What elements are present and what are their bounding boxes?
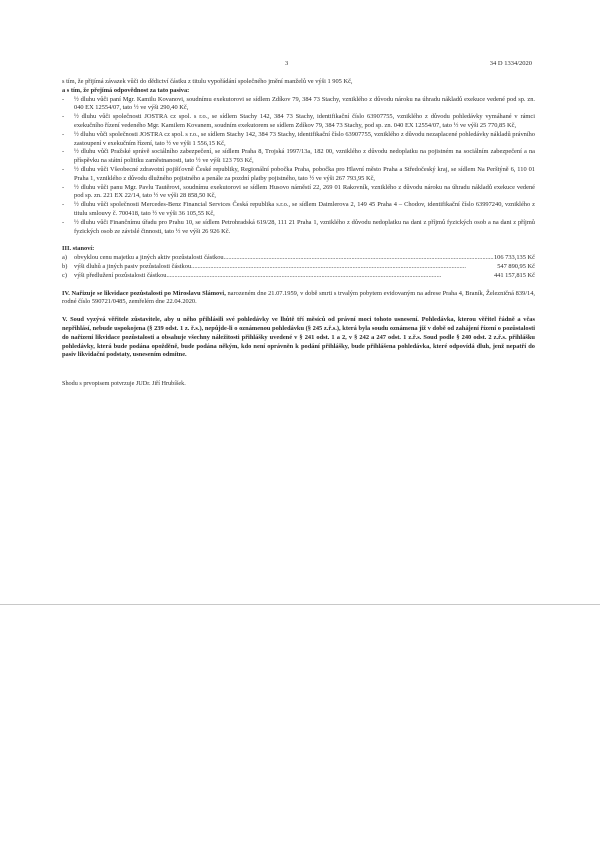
section-4-paragraph: IV. Nařizuje se likvidace pozůstalosti po Miroslavu Slámovi, narozeném dne 21.07.1959, v době smrti s trvalým pobytem evidovaným na adrese Praha 4, Braník, Železničná 839/14, rodné číslo 590721/0485, zemřelém dne 22.04.2020. [62, 289, 535, 306]
list-item: - ½ dluhu vůči Finančnímu úřadu pro Prahu 10, se sídlem Petrohradská 619/28, 111 21 Praha 1, vzniklého z důvodu nedoplatku na dani z příjmů fyzických osob a na dani z příjmů fyzických osob ze závislé činnosti, tato ½ ve výši 26 926 Kč. [62, 218, 535, 235]
case-number: 34 D 1334/2020 [489, 60, 532, 67]
page-number: 3 [285, 60, 289, 67]
section-3-title: III. stanoví: [62, 245, 95, 253]
document-body [62, 78, 535, 389]
valuation-row: b) výši dluhů a jiných pasiv pozůstalosti částkou ..... 547 890,95 Kč [62, 263, 535, 272]
list-item: - ½ dluhu vůči Pražské správě sociálního zabezpečení, se sídlem Praha 8, Trojská 1997/13a, 182 00, vzniklého z důvodu nedoplatku na pojistném na sociálním zabezpečení a na příspěvku na státní politiku zaměstnanosti, tato ½ ve výši 123 793 Kč, [62, 148, 535, 165]
list-item: - ½ dluhu vůči Všeobecné zdravotní pojišťovně České republiky, Regionální pobočka Praha, pobočka pro Hlavní město Praha a Středočeský kraj, se sídlem Na Perštýně 6, 110 01 Praha 1, vzniklého z důvodu dlužného pojistného a penále za pozdní platby pojistného, tato ½ ve výši 267 793,95 Kč, [62, 165, 535, 182]
list-item: - ½ dluhu vůči společnosti Mercedes-Benz Financial Services Česká republika s.r.o., se sídlem Daimlerova 2, 149 45 Praha 4 – Chodov, identifikační číslo 63997240, vzniklého z titulu smlouvy č. 700418, tato ½ ve výši 36 105,55 Kč, [62, 201, 535, 217]
certification-note: Shodu s prvopisem potvrzuje JUDr. Jiří Hrubíšek. [62, 380, 186, 388]
intro-paragraph: s tím, že přijímá závazek vůči do dědictví částku z titulu vypořádání společného jmění manželů ve výši 1 905 Kč, [62, 78, 353, 85]
liability-list [62, 96, 535, 237]
section-5-paragraph: V. Soud vyzývá věřitele zůstavitele, aby u něho přihlásili své pohledávky ve lhůtě tří měsíců od právní moci tohoto usnesení. Pohledávka, kterou věřitel řádně a včas nepřihlásí, nebude uspokojena (§ 239 odst. 1 z. ř.s.), nepůjde-li o oznámenou pohledávku (§ 245 z.ř.s.), která byla soudu oznámena již v době od zahájení řízení o pozůstalosti do nařízení likvidace pozůstalosti a obsahuje všechny náležitosti přihlášky uvedené v § 241 odst. 1 a 2, v § 242 a 247 odst. 1 z.ř.s. Soud podle § 240 odst. 2 z.ř.s. přihlášku pohledávky, která bude podána opožděně, bude podána někým, kdo není oprávněn k podání přihlášky, bude přihlášena pohledávka, které odpovídá dluh, jenž nepatří do pasiv likvidační podstaty, usnesením odmítne. [62, 316, 535, 359]
list-item: - ½ dluhu vůči paní Mgr. Kamilu Kovanovi, soudnímu exekutorovi se sídlem Zdíkov 79, 384 73 Stachy, vzniklého z důvodu nároku na úhradu nákladů exekuce vedené pod sp. zn. 040 EX 12554/07, tato ½ ve výši 290,40 Kč, [62, 95, 535, 112]
valuation-row: a) obvyklou cenu majetku a jiných aktiv pozůstalosti částkou ..... 106 733,135 Kč [62, 254, 535, 263]
page-divider [0, 604, 600, 605]
list-item: - ½ dluhu vůči panu Mgr. Pavlu Tautěrovi, soudnímu exekutorovi se sídlem Husovo náměstí 22, 269 01 Rakovník, vzniklého z důvodu nároku na úhradu nákladů exekuce vedené pod sp. zn. 221 EX 22/14, tato ½ ve výši 28 858,50 Kč, [62, 183, 535, 200]
list-item: - ½ dluhu vůči společnosti JOSTRA cz spol. s r.o., se sídlem Stachy 142, 384 73 Stachy, identifikační číslo 63907755, vzniklého z důvodu pohledávky vymáhané v rámci exekučního řízení vedeného Mgr. Kamilem Kovanem, soudním exekutorem se sídlem Zdíkov 79, 384 73 Stachy, pod sp. zn. 040 EX 12554/07, tato ½ ve výši 25 770,85 Kč, [62, 113, 535, 129]
valuation-row: c) výši předlužení pozůstalosti částkou ..... 441 157,815 Kč [62, 272, 535, 281]
liability-heading: a s tím, že přejímá odpovědnost za tato pasiva: [62, 86, 190, 94]
list-item: - ½ dluhu vůči společnosti JOSTRA cz spol. s r.o., se sídlem Stachy 142, 384 73 Stachy, identifikační číslo 63907755, vzniklého z důvodu nezaplacené pohledávky nákladů právního zastoupení v exekučním řízení, tato ½ ve výši 1 556,15 Kč, [62, 130, 535, 147]
